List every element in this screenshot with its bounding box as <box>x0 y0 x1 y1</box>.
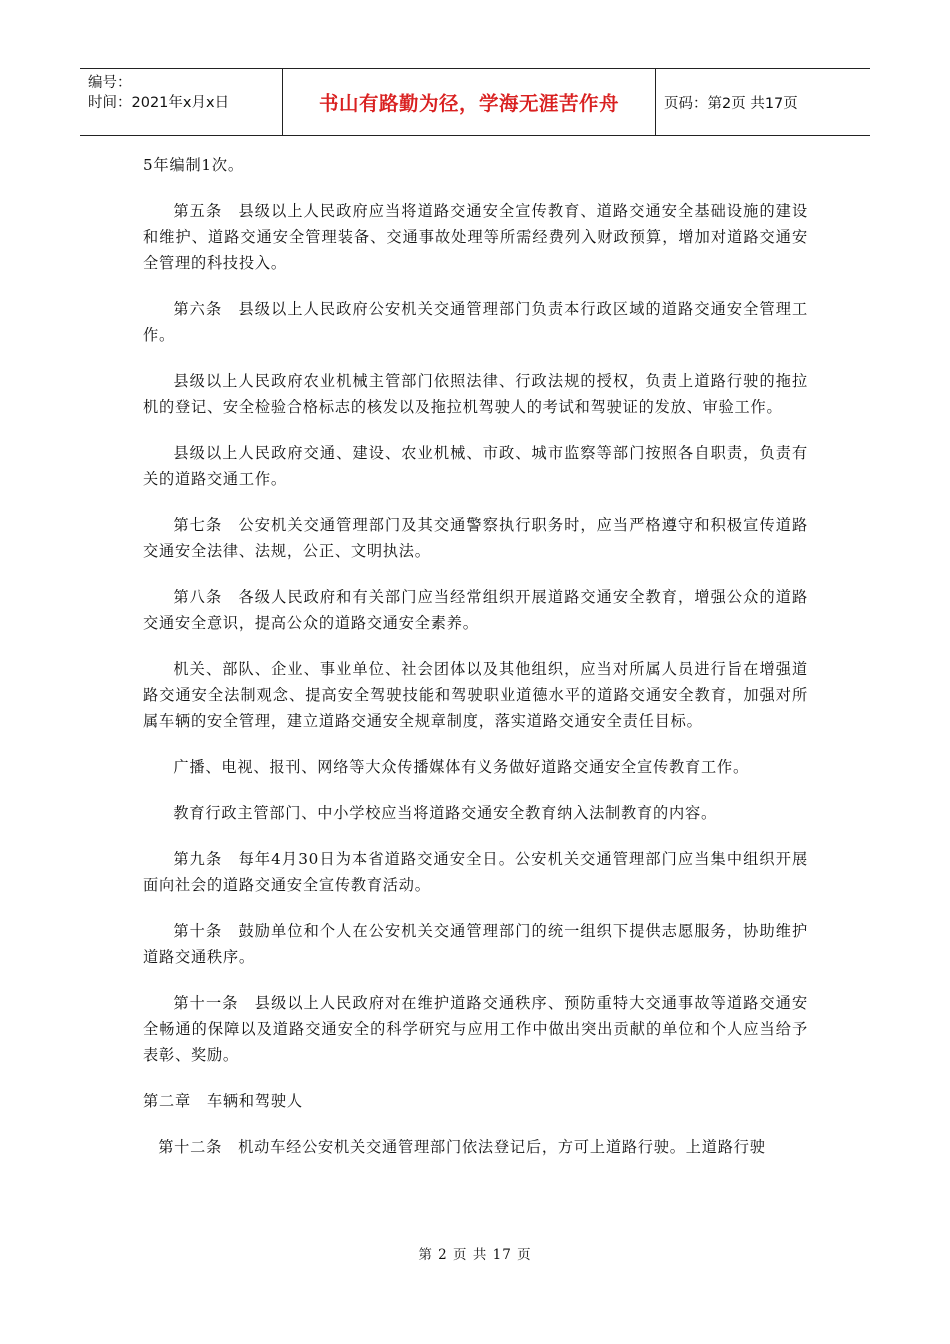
paragraph: 教育行政主管部门、中小学校应当将道路交通安全教育纳入法制教育的内容。 <box>173 804 717 822</box>
paragraph: 第八条 各级人民政府和有关部门应当经常组织开展道路交通安全教育，增强公众的道路交通安全意识，提高公众的道路交通安全素养。 <box>143 588 808 632</box>
header-meta <box>80 69 283 135</box>
document-number-label: 编号： <box>88 75 132 91</box>
page-footer: 第 2 页 共 17 页 <box>418 1247 532 1263</box>
paragraph: 机关、部队、企业、事业单位、社会团体以及其他组织，应当对所属人员进行旨在增强道路交通安全法制观念、提高安全驾驶技能和驾驶职业道德水平的道路交通安全教育，加强对所属车辆的安全管理，建立道路交通安全规章制度，落实道路交通安全责任目标。 <box>143 660 808 730</box>
paragraph: 第十条 鼓励单位和个人在公安机关交通管理部门的统一组织下提供志愿服务，协助维护道路交通秩序。 <box>143 922 808 966</box>
paragraph: 第十二条 机动车经公安机关交通管理部门依法登记后，方可上道路行驶。上道路行驶 <box>158 1138 766 1156</box>
paragraph: 5年编制1次。 <box>143 156 244 174</box>
header-page-label: 页码：第2页 共17页 <box>664 95 798 112</box>
paragraph: 第六条 县级以上人民政府公安机关交通管理部门负责本行政区域的道路交通安全管理工作。 <box>143 300 808 344</box>
paragraph: 第五条 县级以上人民政府应当将道路交通安全宣传教育、道路交通安全基础设施的建设和维护、道路交通安全管理装备、交通事故处理等所需经费列入财政预算，增加对道路交通安全管理的科技投入。 <box>143 202 808 272</box>
paragraph: 县级以上人民政府农业机械主管部门依照法律、行政法规的授权，负责上道路行驶的拖拉机的登记、安全检验合格标志的核发以及拖拉机驾驶人的考试和驾驶证的发放、审验工作。 <box>143 372 808 416</box>
document-time-label: 时间：2021年x月x日 <box>88 95 230 111</box>
paragraph: 县级以上人民政府交通、建设、农业机械、市政、城市监察等部门按照各自职责，负责有关的道路交通工作。 <box>143 444 808 488</box>
paragraph: 第九条 每年4月30日为本省道路交通安全日。公安机关交通管理部门应当集中组织开展面向社会的道路交通安全宣传教育活动。 <box>143 850 808 894</box>
paragraph: 第十一条 县级以上人民政府对在维护道路交通秩序、预防重特大交通事故等道路交通安全畅通的保障以及道路交通安全的科学研究与应用工作中做出突出贡献的单位和个人应当给予表彰、奖励。 <box>143 994 808 1064</box>
paragraph: 广播、电视、报刊、网络等大众传播媒体有义务做好道路交通安全宣传教育工作。 <box>173 758 749 776</box>
paragraph: 第七条 公安机关交通管理部门及其交通警察执行职务时，应当严格遵守和积极宣传道路交通安全法律、法规，公正、文明执法。 <box>143 516 808 560</box>
page-header <box>80 68 870 136</box>
chapter-heading: 第二章 车辆和驾驶人 <box>143 1092 303 1110</box>
header-motto: 书山有路勤为径，学海无涯苦作舟 <box>283 69 656 135</box>
document-body <box>143 152 808 1180</box>
